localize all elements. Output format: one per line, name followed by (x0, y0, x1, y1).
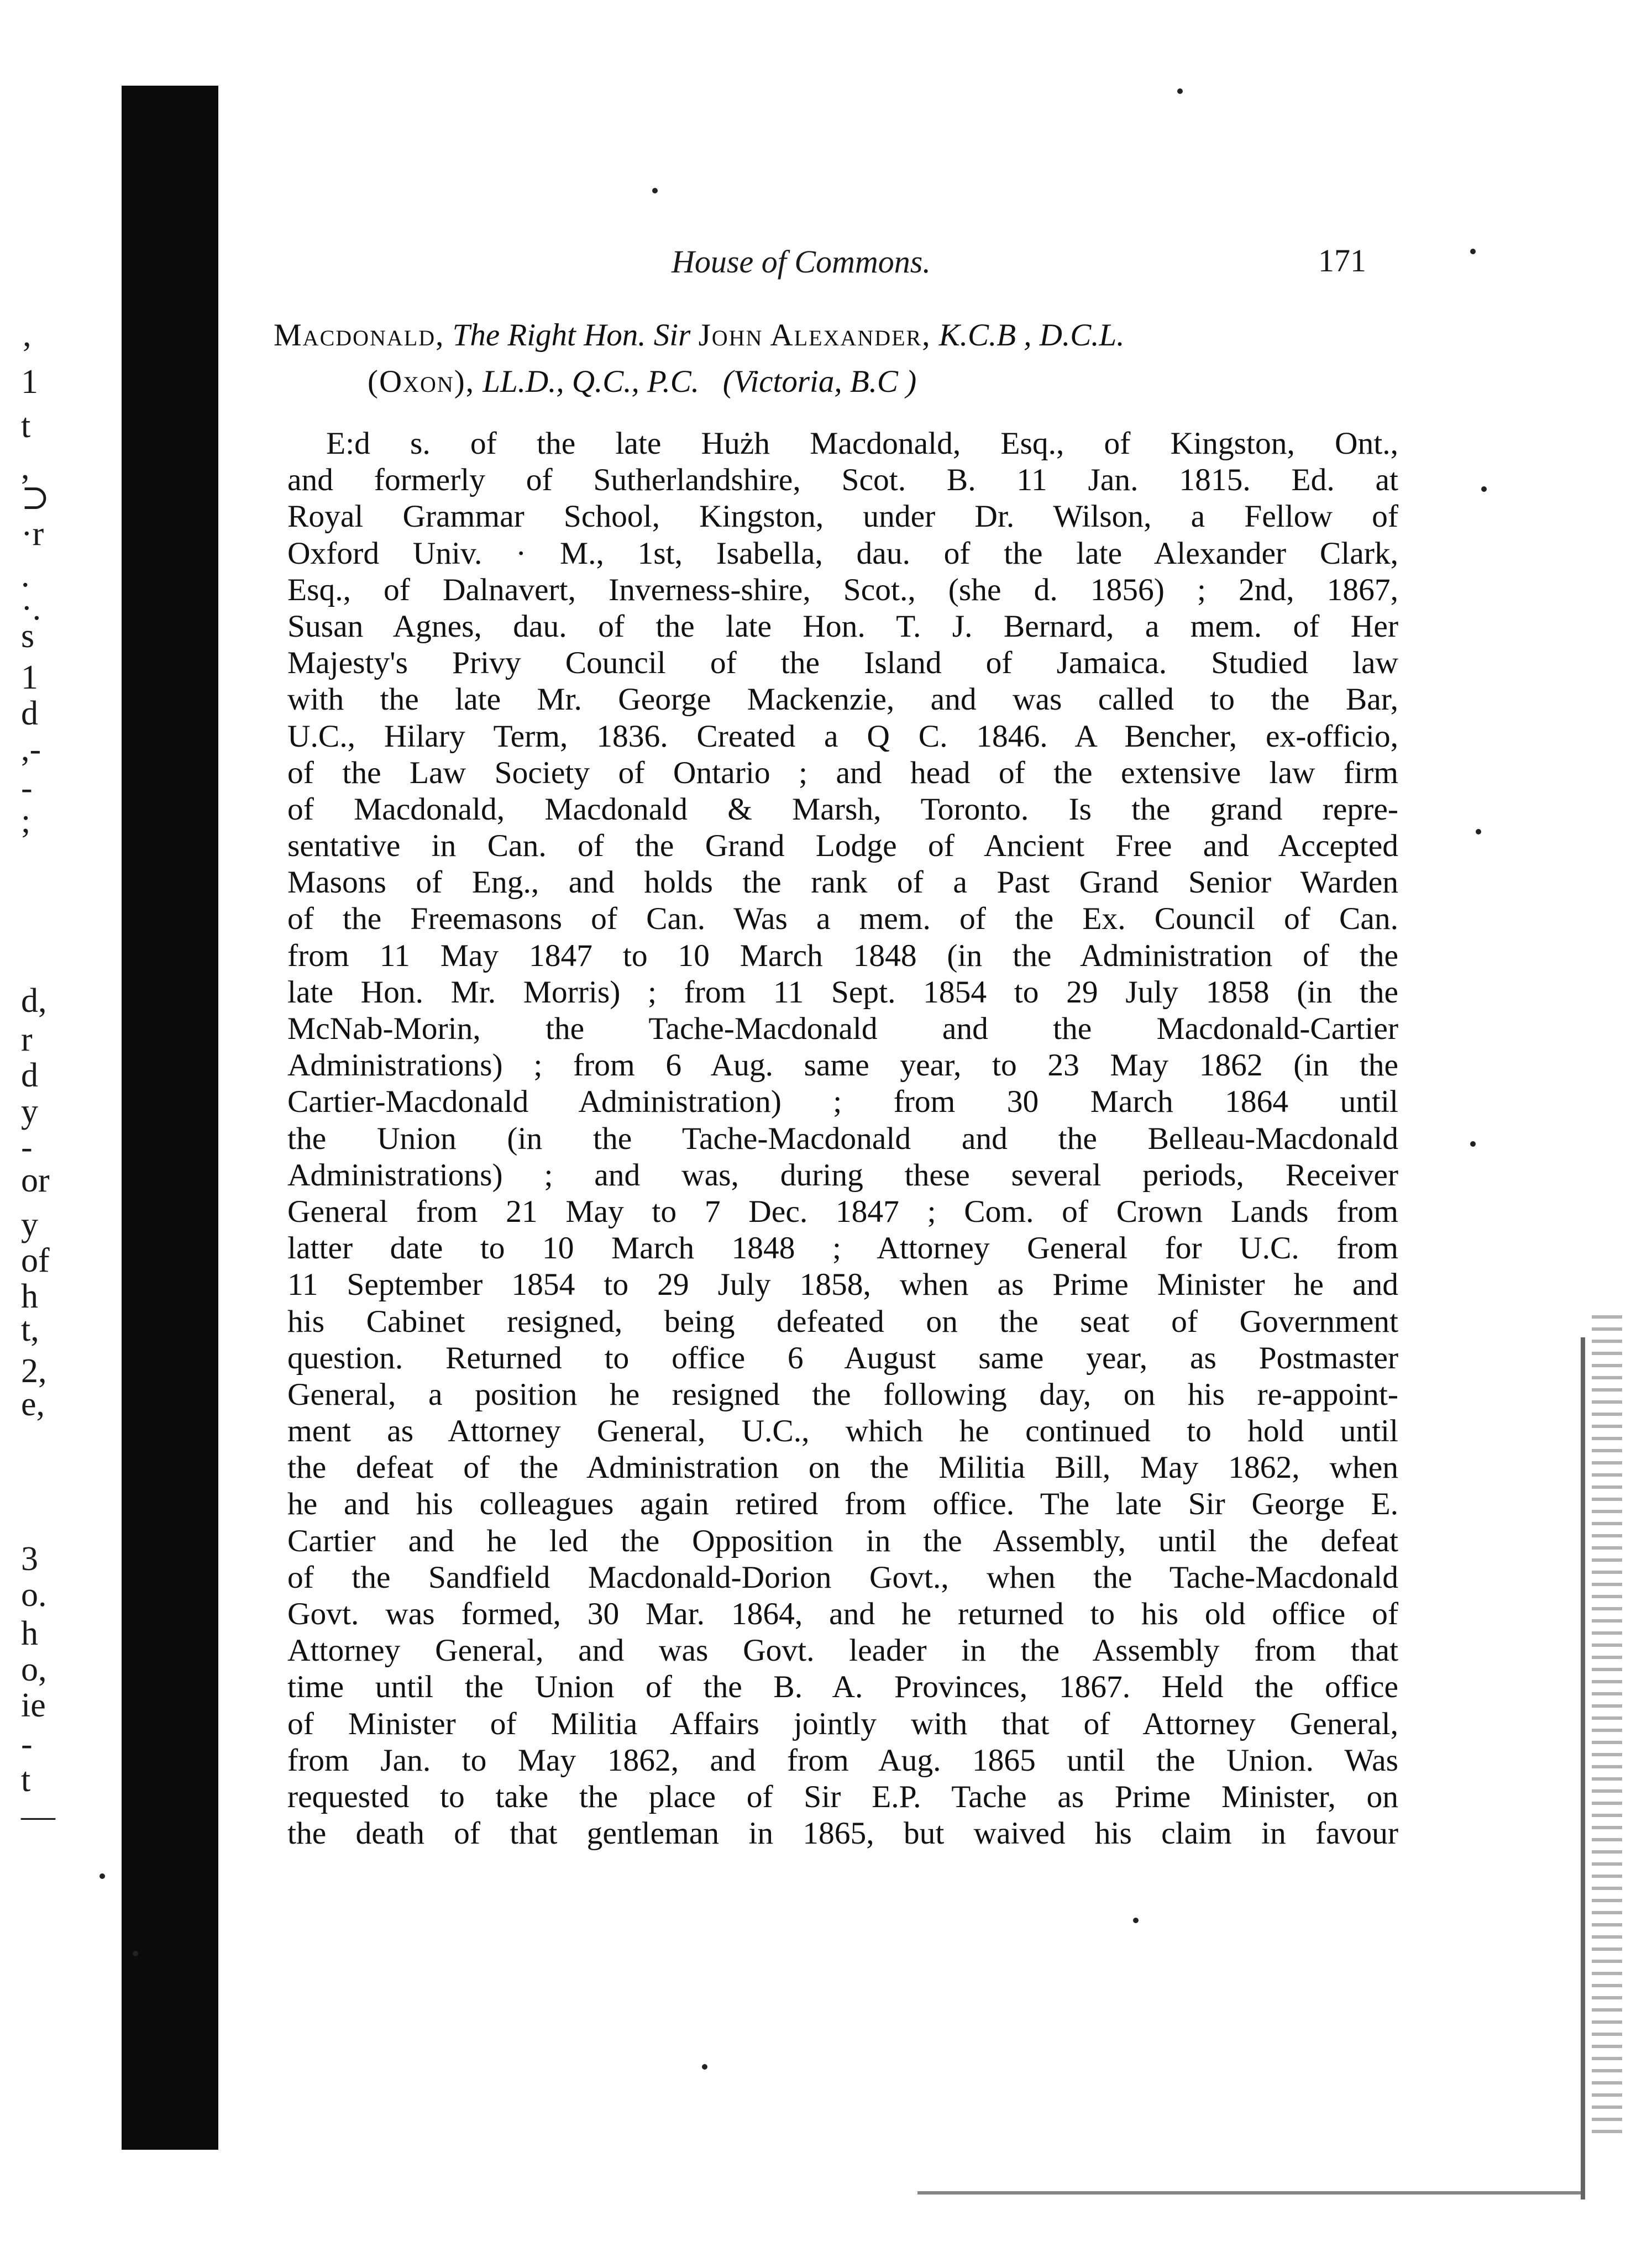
text-line: of the Law Society of Ontario ; and head of the extensive law firm (287, 755, 1398, 790)
text-line: Administrations) ; from 6 Aug. same year, to 23 May 1862 (in the (287, 1048, 1398, 1083)
text-line: sentative in Can. of the Grand Lodge of Ancient Free and Accepted (287, 828, 1398, 864)
text-line: from Jan. to May 1862, and from Aug. 1865 until the Union. Was (287, 1742, 1398, 1778)
text-line: E:d s. of the late Hużh Macdonald, Esq., of Kingston, Ont., (326, 426, 1398, 461)
scan-speck (133, 1951, 138, 1956)
text-line: McNab-Morin, the Tache-Macdonald and the Macdonald-Cartier (287, 1011, 1398, 1046)
margin-fragment: ie (21, 1687, 46, 1724)
text-line: General from 21 May to 7 Dec. 1847 ; Com. of Crown Lands from (287, 1194, 1398, 1229)
margin-fragment: of (21, 1242, 50, 1279)
entry-heading (274, 312, 1423, 405)
margin-fragment: . (21, 556, 30, 594)
scan-bottom-line (917, 2191, 1581, 2194)
text-line: Royal Grammar School, Kingston, under Dr. Wilson, a Fellow of (287, 499, 1398, 534)
scan-edge-noise (1592, 1315, 1622, 2133)
scan-speck (1177, 88, 1183, 94)
margin-fragment: 2, (21, 1352, 47, 1390)
text-line: Govt. was formed, 30 Mar. 1864, and he returned to his old office of (287, 1597, 1398, 1631)
text-line: of Macdonald, Macdonald & Marsh, Toronto. Is the grand repre- (287, 791, 1398, 827)
text-line: General, a position he resigned the following day, on his re-appoint- (287, 1377, 1398, 1412)
text-line: and formerly of Sutherlandshire, Scot. B. 11 Jan. 1815. Ed. at (287, 463, 1398, 498)
margin-fragment: h (21, 1278, 38, 1315)
margin-fragment: y (21, 1093, 38, 1130)
margin-fragment: , (21, 449, 30, 486)
margin-fragment: - (21, 769, 33, 807)
margin-fragment: h (21, 1615, 38, 1652)
margin-fragment: - (21, 1725, 33, 1763)
text-line: of the Sandfield Macdonald-Dorion Govt., when the Tache-Macdonald (287, 1560, 1398, 1595)
text-line: Majesty's Privy Council of the Island of Jamaica. Studied law (287, 645, 1398, 681)
text-line: latter date to 10 March 1848 ; Attorney General for U.C. from (287, 1231, 1398, 1266)
entry-honours-2: LL.D., Q.C., P.C. (483, 364, 700, 399)
margin-fragment: t (21, 1761, 31, 1799)
text-line: late Hon. Mr. Morris) ; from 11 Sept. 1854 to 29 July 1858 (in the (287, 974, 1398, 1010)
text-line: Susan Agnes, dau. of the late Hon. T. J. Bernard, a mem. of Her (287, 608, 1398, 644)
page-binding-shadow (122, 86, 218, 2150)
text-line: Attorney General, and was Govt. leader in the Assembly from that (287, 1633, 1398, 1668)
scan-speck (1481, 486, 1487, 492)
margin-fragment: ·. (21, 590, 41, 627)
biography-text (287, 426, 1398, 1852)
text-line: the defeat of the Administration on the Militia Bill, May 1862, when (287, 1450, 1398, 1485)
text-line: Esq., of Dalnavert, Inverness-shire, Scot., (she d. 1856) ; 2nd, 1867, (287, 572, 1398, 607)
margin-fragment: d (21, 1057, 38, 1094)
text-line: Cartier-Macdonald Administration) ; from 30 March 1864 until (287, 1084, 1398, 1120)
margin-fragment: d, (21, 982, 47, 1020)
margin-fragment: d (21, 695, 38, 732)
margin-fragment: 3 (21, 1540, 38, 1578)
scan-speck (702, 2064, 707, 2070)
text-line: the Union (in the Tache-Macdonald and the Belleau-Macdonald (287, 1121, 1398, 1156)
scan-speck (1476, 829, 1481, 834)
margin-fragment: — (21, 1797, 55, 1835)
margin-fragment: ⊃ (21, 479, 50, 517)
margin-fragment: ; (21, 802, 31, 840)
margin-fragment: y (21, 1206, 38, 1243)
entry-given-names: John Alexander, (698, 318, 931, 353)
entry-honours-1: K.C.B , D.C.L. (938, 318, 1125, 353)
margin-fragment: o. (21, 1576, 47, 1614)
entry-honours-oxon: (Oxon), (368, 364, 475, 399)
entry-heading-line-2 (274, 359, 1423, 405)
margin-fragment: or (21, 1162, 50, 1199)
text-line: 11 September 1854 to 29 July 1858, when as Prime Minister he and (287, 1267, 1398, 1303)
scan-speck (1470, 249, 1476, 254)
margin-fragment: s (21, 617, 35, 655)
left-margin-bleed-through (6, 0, 116, 2247)
margin-fragment: 1 (21, 659, 38, 696)
margin-fragment: ’ (21, 335, 33, 373)
text-line: Administrations) ; and was, during these several periods, Receiver (287, 1157, 1398, 1193)
text-line: of the Freemasons of Can. Was a mem. of the Ex. Council of Can. (287, 901, 1398, 937)
text-line: the death of that gentleman in 1865, but waived his claim in favour (287, 1816, 1398, 1851)
entry-title-prefix: The Right Hon. Sir (452, 318, 691, 353)
text-line: U.C., Hilary Term, 1836. Created a Q C. 1846. A Bencher, ex-officio, (287, 718, 1398, 754)
scan-speck (99, 1873, 105, 1879)
margin-fragment: t, (21, 1311, 39, 1348)
text-line: he and his colleagues again retired from office. The late Sir George E. (287, 1487, 1398, 1522)
text-line: Masons of Eng., and holds the rank of a Past Grand Senior Warden (287, 865, 1398, 900)
text-line: requested to take the place of Sir E.P. Tache as Prime Minister, on (287, 1779, 1398, 1814)
text-line: his Cabinet resigned, being defeated on the seat of Government (287, 1304, 1398, 1339)
margin-fragment: ·r (21, 515, 44, 553)
margin-fragment: t (21, 407, 31, 445)
margin-fragment: o, (21, 1651, 47, 1688)
margin-fragment: r (21, 1021, 33, 1058)
text-line: from 11 May 1847 to 10 March 1848 (in the Administration of the (287, 938, 1398, 973)
text-line: question. Returned to office 6 August same year, as Postmaster (287, 1340, 1398, 1376)
page-number: 171 (1318, 243, 1366, 279)
scan-speck (652, 188, 658, 193)
margin-fragment: - (21, 1128, 33, 1166)
text-line: time until the Union of the B. A. Provinces, 1867. Held the office (287, 1670, 1398, 1705)
scan-speck (1470, 1141, 1476, 1147)
margin-fragment: 1 (21, 363, 38, 401)
running-title: House of Commons. (672, 244, 931, 280)
text-line: of Minister of Militia Affairs jointly with that of Attorney General, (287, 1706, 1398, 1741)
margin-fragment: e, (21, 1385, 45, 1423)
margin-fragment: ,- (21, 731, 41, 768)
text-line: ment as Attorney General, U.C., which he continued to hold until (287, 1414, 1398, 1449)
text-line: with the late Mr. George Mackenzie, and was called to the Bar, (287, 682, 1398, 717)
scan-edge-line (1581, 1337, 1585, 2199)
scan-speck (1133, 1918, 1139, 1923)
text-line: Oxford Univ. · M., 1st, Isabella, dau. of the late Alexander Clark, (287, 536, 1398, 571)
text-line: Cartier and he led the Opposition in the Assembly, until the defeat (287, 1523, 1398, 1558)
entry-constituency: (Victoria, B.C ) (722, 364, 917, 399)
entry-surname: Macdonald, (274, 318, 445, 353)
entry-heading-line-1 (274, 312, 1423, 359)
